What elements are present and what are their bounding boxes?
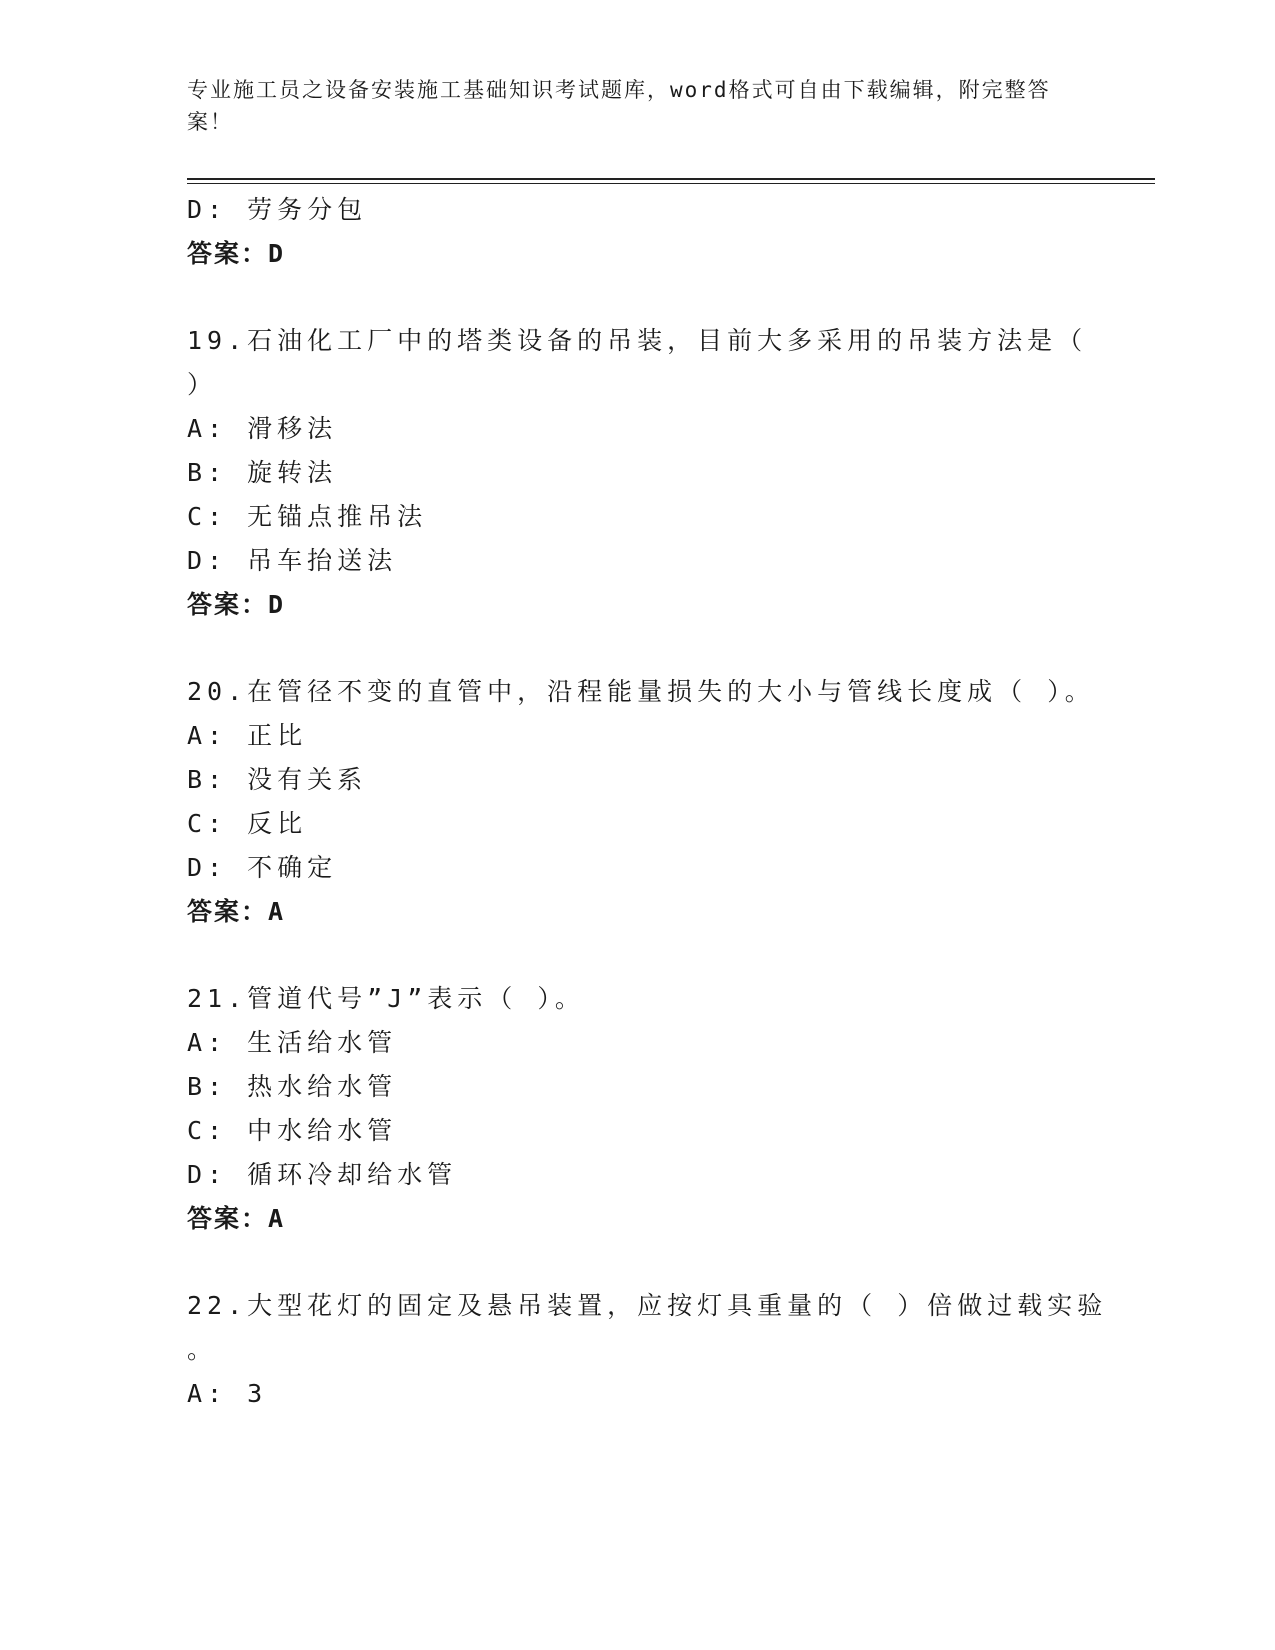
q21-stem-line1: 21.管道代号”J”表示（ ）。 bbox=[187, 984, 585, 1013]
q19-option-c: C: 无锚点推吊法 bbox=[187, 502, 428, 531]
prev-option-d: D: 劳务分包 bbox=[187, 195, 368, 224]
q19-option-d: D: 吊车抬送法 bbox=[187, 546, 398, 575]
q19-stem-line2: ） bbox=[187, 370, 218, 399]
q21-option-b: B: 热水给水管 bbox=[187, 1072, 398, 1101]
document-header: 专业施工员之设备安装施工基础知识考试题库，word格式可自由下载编辑，附完整答案！ bbox=[187, 78, 1051, 134]
answer-label: 答案： bbox=[187, 1204, 269, 1233]
q20-stem-line1: 20.在管径不变的直管中，沿程能量损失的大小与管线长度成（ ）。 bbox=[187, 677, 1095, 706]
answer-value: A bbox=[268, 897, 286, 926]
answer-label: 答案： bbox=[187, 239, 269, 268]
q22-stem-line1: 22.大型花灯的固定及悬吊装置，应按灯具重量的（ ）倍做过载实验 bbox=[187, 1291, 1108, 1320]
q21-option-c: C: 中水给水管 bbox=[187, 1116, 398, 1145]
prev-answer bbox=[187, 238, 285, 270]
q20-option-a: A: 正比 bbox=[187, 721, 308, 750]
q21-answer bbox=[187, 1203, 285, 1235]
q19-option-b: B: 旋转法 bbox=[187, 458, 338, 487]
q21-option-d: D: 循环冷却给水管 bbox=[187, 1160, 458, 1189]
q19-stem-line1: 19.石油化工厂中的塔类设备的吊装，目前大多采用的吊装方法是（ bbox=[187, 326, 1088, 355]
q20-answer bbox=[187, 896, 285, 928]
q19-option-a: A: 滑移法 bbox=[187, 414, 338, 443]
q21-option-a: A: 生活给水管 bbox=[187, 1028, 398, 1057]
q20-option-b: B: 没有关系 bbox=[187, 765, 368, 794]
header-divider-thin bbox=[187, 183, 1155, 184]
answer-label: 答案： bbox=[187, 590, 269, 619]
header-divider-thick bbox=[187, 178, 1155, 180]
answer-label: 答案： bbox=[187, 897, 269, 926]
q19-answer bbox=[187, 589, 285, 621]
answer-value: D bbox=[268, 239, 286, 268]
answer-value: A bbox=[268, 1204, 286, 1233]
q22-stem-line2: 。 bbox=[187, 1335, 218, 1364]
q22-option-a: A: 3 bbox=[187, 1379, 268, 1408]
q20-option-d: D: 不确定 bbox=[187, 853, 338, 882]
q20-option-c: C: 反比 bbox=[187, 809, 308, 838]
answer-value: D bbox=[268, 590, 286, 619]
